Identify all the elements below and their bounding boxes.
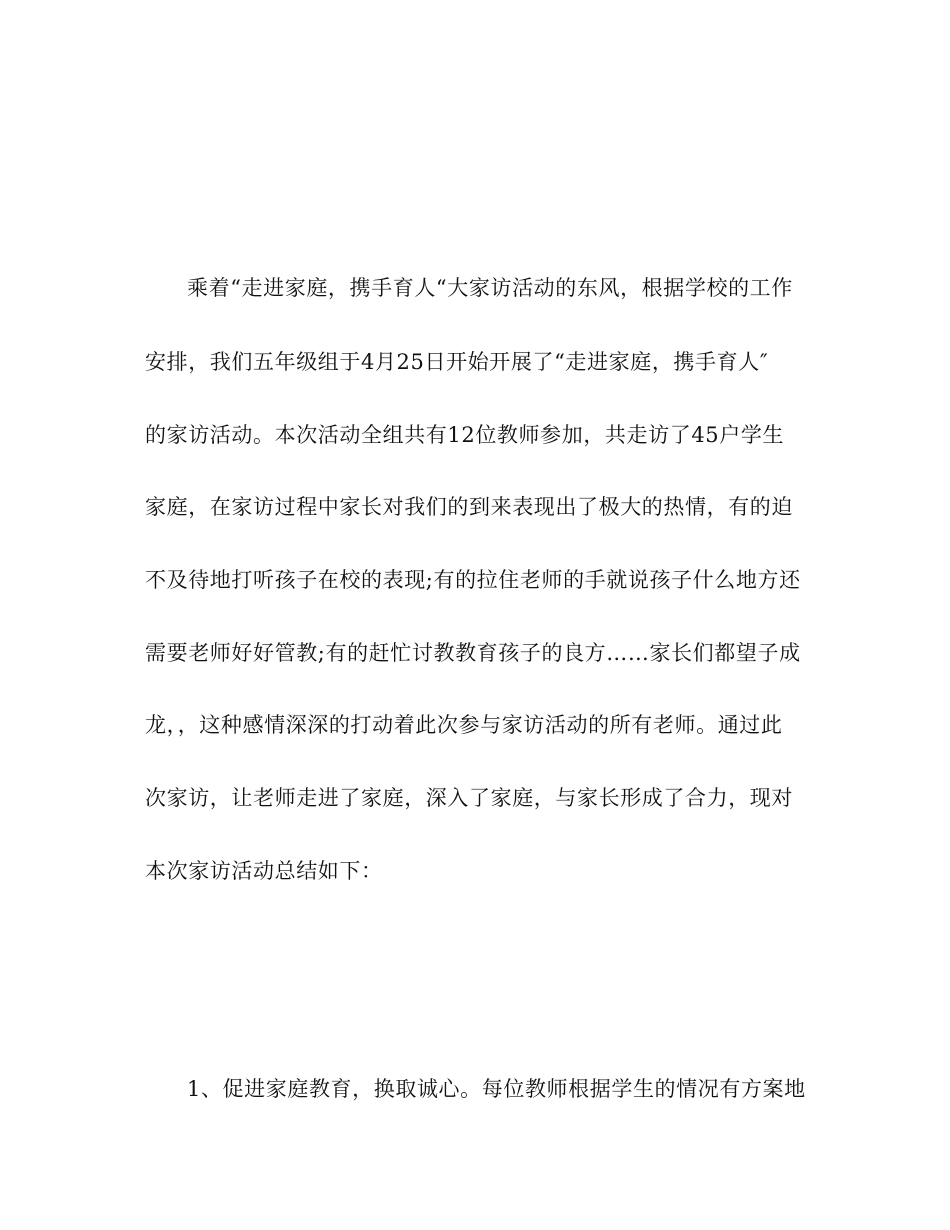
paragraph-1-line-1: 乘着“走进家庭，携手育人“大家访活动的东风，根据学校的工作 (187, 276, 793, 300)
paragraph-1-line-7: 龙，，这种感情深深的打动着此次参与家访活动的所有老师。通过此 (145, 713, 783, 737)
paragraph-1-line-8: 次家访，让老师走进了家庭，深入了家庭，与家长形成了合力，现对 (145, 786, 793, 810)
paragraph-1-line-4: 家庭，在家访过程中家长对我们的到来表现出了极大的热情，有的迫 (145, 495, 793, 519)
paragraph-1-line-2: 安排，我们五年级组于4月25日开始开展了“走进家庭，携手育人″ (145, 350, 769, 374)
paragraph-1-line-3: 的家访活动。本次活动全组共有12位教师参加，共走访了45户学生 (145, 423, 785, 447)
paragraph-1-line-6: 需要老师好好管教;有的赶忙讨教教育孩子的良方……家长们都望子成 (145, 641, 801, 665)
paragraph-2-line-1: 1、促进家庭教育，换取诚心。每位教师根据学生的情况有方案地 (187, 1077, 806, 1101)
paragraph-1-line-9: 本次家访活动总结如下： (145, 859, 383, 883)
paragraph-1-line-5: 不及待地打听孩子在校的表现;有的拉住老师的手就说孩子什么地方还 (145, 568, 801, 592)
